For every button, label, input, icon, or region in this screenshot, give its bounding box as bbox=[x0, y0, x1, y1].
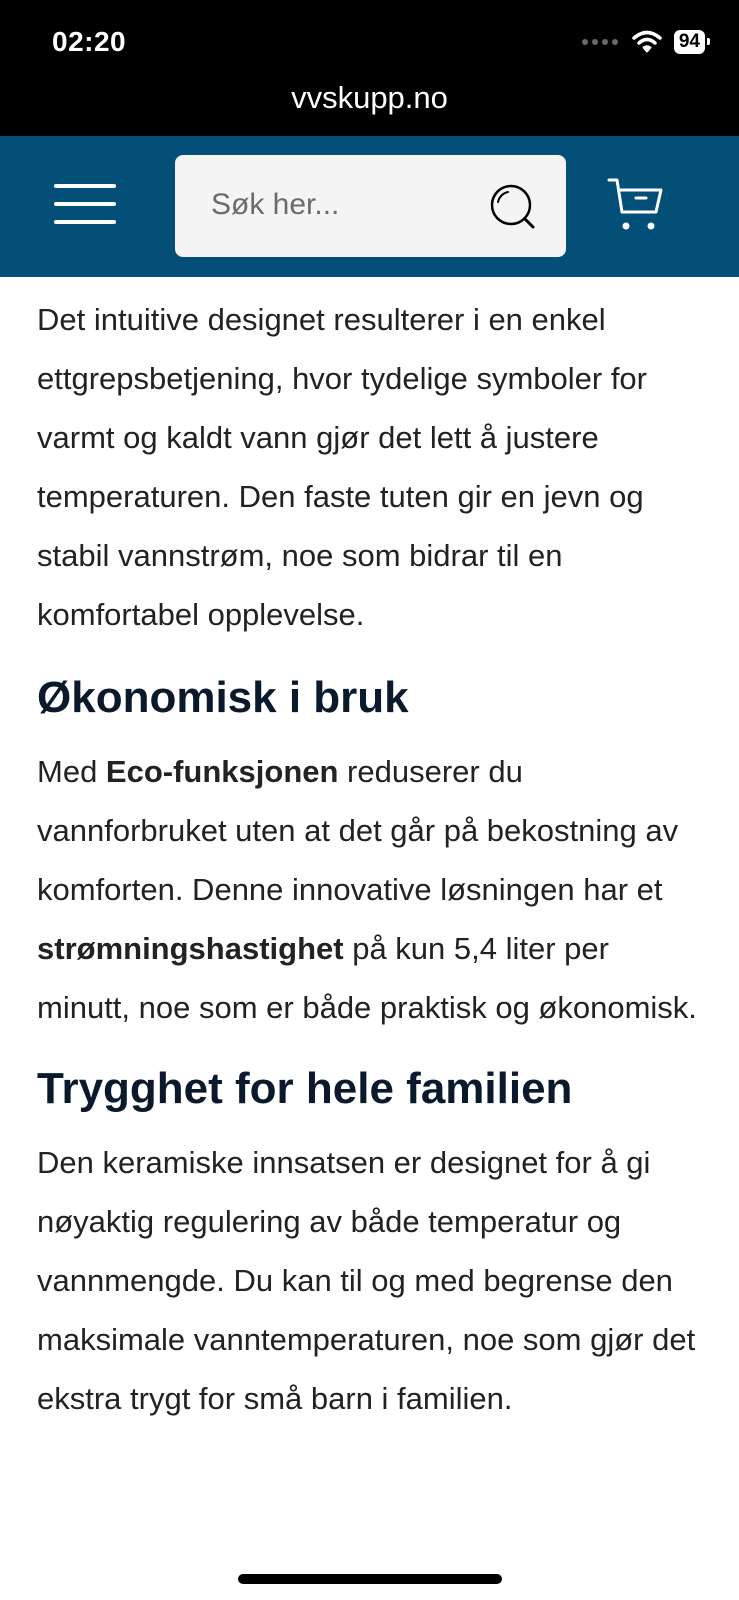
safety-paragraph: Den keramiske innsatsen er designet for å gi nøyaktig regulering av både temperatur og vannmengde. Du kan til og med begrense den maksimale vanntemperaturen, noe som gjør det ekstra trygt for små barn i familien. bbox=[37, 1145, 696, 1416]
status-bar bbox=[0, 0, 739, 136]
search-input[interactable] bbox=[211, 183, 481, 227]
status-icons bbox=[582, 30, 705, 54]
article-content bbox=[37, 290, 707, 1428]
text-segment: reduserer du vannforbruket uten at det går på bekostning av komforten. Denne innovative løsningen har et bbox=[37, 754, 679, 907]
heading-economic: Økonomisk i bruk bbox=[37, 673, 409, 722]
status-time: 02:20 bbox=[52, 26, 127, 57]
intro-paragraph: Det intuitive designet resulterer i en enkel ettgrepsbetjening, hvor tydelige symboler for varmt og kaldt vann gjør det lett å justere temperaturen. Den faste tuten gir en jevn og stabil vannstrøm, noe som bidrar til en komfortabel opplevelse. bbox=[37, 302, 647, 632]
menu-button[interactable] bbox=[54, 184, 116, 224]
flow-rate-bold: strømningshastighet bbox=[37, 931, 344, 966]
wifi-icon bbox=[632, 30, 662, 54]
economic-paragraph bbox=[37, 742, 707, 1037]
search-icon[interactable] bbox=[488, 182, 538, 232]
text-segment: Med bbox=[37, 754, 106, 789]
battery-indicator: 94 bbox=[674, 30, 705, 54]
eco-function-bold: Eco-funksjonen bbox=[105, 754, 339, 789]
cart-icon[interactable] bbox=[606, 176, 666, 236]
search-box bbox=[175, 155, 566, 257]
site-header bbox=[0, 136, 739, 277]
heading-safety: Trygghet for hele familien bbox=[37, 1064, 573, 1113]
cellular-signal-icon bbox=[582, 39, 618, 45]
url-bar[interactable]: vvskupp.no bbox=[291, 80, 448, 115]
home-indicator[interactable] bbox=[238, 1574, 502, 1584]
text-segment: på kun 5,4 liter per minutt, noe som er både praktisk og økonomisk. bbox=[37, 931, 697, 1025]
